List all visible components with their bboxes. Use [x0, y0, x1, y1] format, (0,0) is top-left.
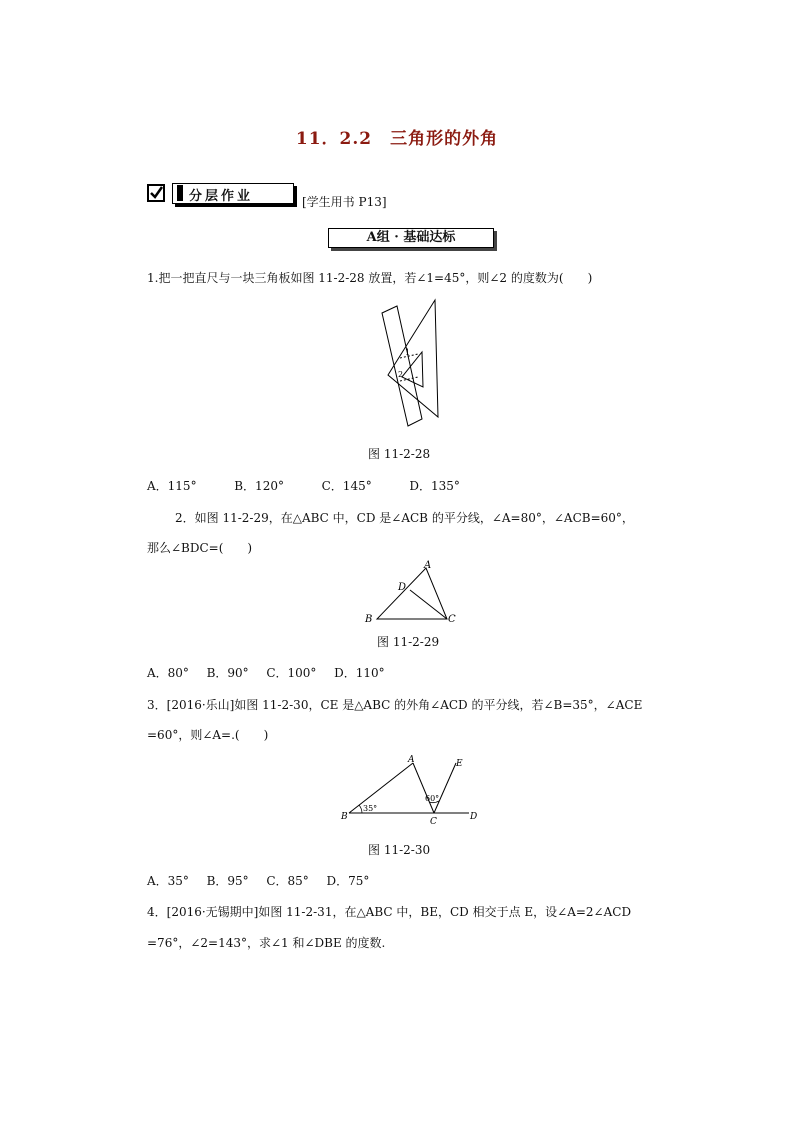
option-d: D．135° — [409, 479, 460, 493]
fig3-label-a: A — [408, 755, 415, 765]
fig3-label-b: B — [341, 812, 348, 822]
option-a: A．80° — [147, 666, 189, 680]
question-3-stem-line-1: 3．[2016·乐山]如图 11-2-30，CE 是△ABC 的外角∠ACD 的平分线，若∠B=35°，∠ACE — [147, 698, 643, 712]
section-badge-label: 分层作业 — [189, 189, 254, 204]
question-2-stem-line-1: 2．如图 11-2-29，在△ABC 中，CD 是∠ACB 的平分线，∠A=80°，∠ACB=60°， — [175, 511, 634, 525]
checkbox-icon — [147, 184, 165, 202]
group-label: A组 · 基础达标 — [366, 230, 456, 245]
option-d: D．110° — [334, 666, 385, 680]
fig3-label-c: C — [430, 817, 437, 827]
fig2-label-d: D — [398, 582, 407, 593]
option-c: C．100° — [266, 666, 317, 680]
group-label-box — [328, 228, 494, 248]
figure-caption-11-2-30: 图 11-2-30 — [368, 843, 431, 857]
option-b: B．120° — [234, 479, 284, 493]
section-badge — [172, 183, 294, 204]
figure-11-2-30 — [338, 753, 488, 828]
question-1-options — [147, 477, 460, 494]
textbook-reference: [学生用书 P13] — [302, 195, 387, 209]
fig3-angle-60: 60° — [425, 794, 440, 803]
fig3-label-d: D — [470, 812, 478, 822]
option-a: A．35° — [147, 874, 189, 888]
figure-11-2-28 — [370, 295, 460, 430]
fig2-label-b: B — [365, 614, 373, 625]
fig2-label-c: C — [448, 614, 456, 625]
option-a: A．115° — [147, 479, 197, 493]
question-3-options — [147, 872, 369, 889]
option-b: B．95° — [206, 874, 249, 888]
question-2-stem-line-2: 那么∠BDC=( ) — [147, 541, 253, 555]
figure-11-2-29 — [362, 557, 462, 627]
option-d: D．75° — [326, 874, 370, 888]
fig2-label-a: A — [424, 560, 432, 571]
figure-caption-11-2-29: 图 11-2-29 — [377, 635, 440, 649]
figure-caption-11-2-28: 图 11-2-28 — [368, 447, 431, 461]
option-b: B．90° — [206, 666, 249, 680]
fig1-angle-label-1: 1 — [405, 348, 411, 357]
option-c: C．145° — [321, 479, 372, 493]
question-3-stem-line-2: =60°，则∠A=.( ) — [147, 728, 269, 742]
option-c: C．85° — [266, 874, 309, 888]
fig3-angle-35: 35° — [363, 804, 378, 813]
fig3-label-e: E — [456, 759, 463, 769]
page-title: 11．2.2 三角形的外角 — [295, 129, 499, 149]
question-4-stem-line-2: =76°，∠2=143°，求∠1 和∠DBE 的度数. — [147, 936, 386, 950]
question-2-options — [147, 664, 385, 681]
question-4-stem-line-1: 4．[2016·无锡期中]如图 11-2-31，在△ABC 中，BE，CD 相交于点 E，设∠A=2∠ACD — [147, 905, 632, 919]
question-1-stem: 1.把一把直尺与一块三角板如图 11-2-28 放置，若∠1=45°，则∠2 的度数为( ) — [147, 271, 593, 285]
fig1-angle-label-2: 2 — [398, 370, 404, 379]
